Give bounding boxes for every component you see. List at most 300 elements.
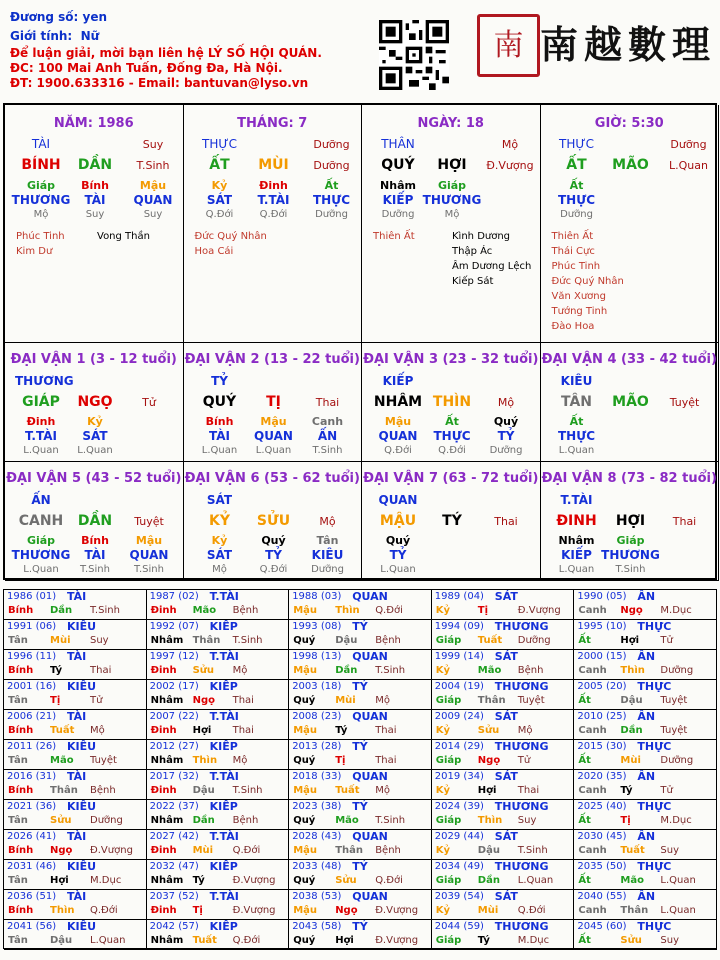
year-label: 2018 (33) <box>292 771 342 782</box>
year-label: 2007 (22) <box>149 711 199 722</box>
year-ten-god: TÀI <box>67 890 87 903</box>
year-life-stage: Đ.Vượng <box>517 605 561 616</box>
year-life-stage: Đ.Vượng <box>232 905 276 916</box>
year-branch: Tý <box>335 725 348 736</box>
dai-van-title: ĐẠI VẬN 8 (73 - 82 tuổi) <box>541 471 717 486</box>
year-label: 2015 (30) <box>577 741 627 752</box>
seal-logo: 南 <box>477 14 540 77</box>
year-stem: Mậu <box>293 785 318 796</box>
year-life-stage: L.Quan <box>660 905 696 916</box>
year-life-stage: Q.Đới <box>375 875 403 886</box>
year-ten-god: TÀI <box>67 770 87 783</box>
year-cell <box>147 710 290 740</box>
hidden-stem: Mậu <box>139 179 167 192</box>
year-life-stage: Tử <box>517 755 531 766</box>
year-cell <box>432 620 575 650</box>
auxiliary-star: Thiên Ất <box>373 231 415 242</box>
year-branch: Tị <box>50 695 61 706</box>
year-branch: Ngọ <box>620 605 643 616</box>
year-cell <box>147 590 290 620</box>
year-branch: Ngọ <box>477 755 501 766</box>
year-ten-god: QUAN <box>352 770 388 783</box>
hidden-stem: Tân <box>316 534 339 547</box>
year-cell <box>574 860 717 890</box>
hidden-life-stage: Dưỡng <box>315 209 348 220</box>
year-cell <box>4 770 147 800</box>
year-life-stage: Bệnh <box>375 635 401 646</box>
year-ten-god: SÁT <box>494 710 518 723</box>
year-branch: Thân <box>50 785 78 796</box>
year-cell <box>432 920 575 950</box>
life-stage: Mộ <box>319 515 336 528</box>
year-label: 2014 (29) <box>434 741 484 752</box>
hidden-life-stage: L.Quan <box>77 445 113 456</box>
year-label: 1987 (02) <box>149 591 199 602</box>
year-life-stage: Bệnh <box>517 665 544 676</box>
year-cell <box>4 860 147 890</box>
hidden-life-stage: Mộ <box>444 209 460 220</box>
hidden-ten-god: QUAN <box>129 548 169 562</box>
year-cell <box>147 830 290 860</box>
hidden-ten-god: T.TÀI <box>257 193 290 207</box>
dai-van-ten-god: ẤN <box>31 493 51 507</box>
year-label: 1998 (13) <box>292 651 342 662</box>
year-life-stage: T.Sinh <box>232 635 263 646</box>
dai-van-title: ĐẠI VẬN 2 (13 - 22 tuổi) <box>184 352 360 367</box>
hidden-ten-god: SÁT <box>206 193 233 207</box>
hidden-stem: Đinh <box>26 415 56 428</box>
dai-van-ten-god: T.TÀI <box>560 493 593 507</box>
year-ten-god: QUAN <box>352 830 388 843</box>
dai-van-ten-god: TỶ <box>211 374 228 388</box>
year-branch: Tị <box>335 755 346 766</box>
year-label: 1986 (01) <box>7 591 57 602</box>
year-ten-god: THƯƠNG <box>494 860 549 873</box>
year-label: 1995 (10) <box>577 621 627 632</box>
hidden-ten-god: QUAN <box>378 429 418 443</box>
year-stem: Ất <box>578 935 591 946</box>
pillar-title: NĂM: 1986 <box>53 116 134 131</box>
ten-god-label: TÀI <box>31 137 51 151</box>
year-stem: Kỷ <box>435 785 451 796</box>
hidden-life-stage: Dưỡng <box>560 209 593 220</box>
year-life-stage: Bệnh <box>232 815 259 826</box>
heavenly-stem: GIÁP <box>22 394 60 410</box>
hidden-stem: Bính <box>81 534 109 547</box>
year-label: 2033 (48) <box>292 861 342 872</box>
year-ten-god: ẤN <box>637 710 656 723</box>
year-stem: Đinh <box>150 605 177 616</box>
year-cell <box>432 650 575 680</box>
year-branch: Sửu <box>50 815 72 826</box>
year-cell <box>574 590 717 620</box>
hidden-life-stage: Dưỡng <box>489 445 523 456</box>
year-branch: Dậu <box>335 635 358 646</box>
year-stem: Quý <box>293 695 316 706</box>
hidden-ten-god: SÁT <box>206 548 233 562</box>
year-life-stage: Bệnh <box>375 845 401 856</box>
year-cell <box>574 890 717 920</box>
year-stem: Bính <box>8 725 34 736</box>
header-info <box>10 8 322 91</box>
year-branch: Mùi <box>192 845 214 856</box>
hidden-stem: Bính <box>205 415 234 428</box>
year-ten-god: QUAN <box>352 890 388 903</box>
year-ten-god: T.TÀI <box>209 650 239 663</box>
year-life-stage: Tử <box>660 785 673 796</box>
hidden-stem: Ất <box>324 179 339 192</box>
year-label: 2034 (49) <box>434 861 484 872</box>
year-branch: Tị <box>620 815 631 826</box>
hidden-ten-god: ẤN <box>317 429 338 443</box>
hidden-ten-god: KIẾP <box>561 548 592 562</box>
year-ten-god: T.TÀI <box>209 770 239 783</box>
life-stage: Thai <box>315 396 340 409</box>
year-branch: Dần <box>620 725 643 736</box>
year-stem: Giáp <box>435 635 462 646</box>
year-cell <box>574 740 717 770</box>
year-branch: Sửu <box>192 665 215 676</box>
year-stem: Đinh <box>150 665 177 676</box>
year-stem: Quý <box>293 815 316 826</box>
year-cell <box>147 920 290 950</box>
year-ten-god: ẤN <box>637 890 656 903</box>
year-branch: Mão <box>50 755 74 766</box>
year-branch: Tuất <box>50 725 75 736</box>
hidden-ten-god: TỶ <box>389 548 407 562</box>
year-stem: Quý <box>293 635 316 646</box>
year-cell <box>4 680 147 710</box>
year-cell <box>147 770 290 800</box>
year-label: 2006 (21) <box>7 711 57 722</box>
hidden-stem: Kỷ <box>211 534 228 547</box>
auxiliary-star: Kình Dương <box>452 231 511 242</box>
year-label: 2031 (46) <box>7 861 57 872</box>
auxiliary-star: Thái Cực <box>551 246 595 257</box>
year-branch: Thân <box>192 635 221 646</box>
year-branch: Dậu <box>620 695 643 706</box>
year-label: 2045 (60) <box>577 921 627 932</box>
hidden-stem: Nhâm <box>558 534 595 547</box>
year-life-stage: Mộ <box>375 695 390 706</box>
year-stem: Canh <box>578 605 607 616</box>
dai-van-cell <box>541 462 720 581</box>
dai-van-title: ĐẠI VẬN 6 (53 - 62 tuổi) <box>184 471 360 486</box>
heavenly-stem: TÂN <box>560 394 592 410</box>
year-life-stage: Mộ <box>90 725 105 736</box>
year-label: 2004 (19) <box>434 681 484 692</box>
year-branch: Dần <box>50 605 73 616</box>
year-ten-god: TÀI <box>67 710 87 723</box>
hidden-ten-god: TÀI <box>208 429 230 443</box>
year-stem: Ất <box>578 755 591 766</box>
year-stem: Canh <box>578 905 607 916</box>
year-stem: Tân <box>8 935 28 946</box>
dai-van-ten-god: KIẾP <box>382 374 414 388</box>
year-stem: Bính <box>8 785 34 796</box>
year-label: 2022 (37) <box>149 801 199 812</box>
life-stage: Dưỡng <box>670 138 707 151</box>
year-label: 2030 (45) <box>577 831 627 842</box>
year-life-stage: Thai <box>90 665 112 676</box>
auxiliary-star: Vong Thần <box>97 231 150 242</box>
hidden-life-stage: L.Quan <box>201 445 238 456</box>
year-ten-god: TỶ <box>352 620 368 633</box>
hidden-ten-god: KIẾP <box>382 193 414 207</box>
heavenly-stem: ẤT <box>209 157 230 173</box>
year-label: 2029 (44) <box>434 831 484 842</box>
year-branch: Hợi <box>620 635 640 646</box>
year-cell <box>574 710 717 740</box>
year-branch: Sửu <box>620 935 642 946</box>
year-branch: Tị <box>192 905 203 916</box>
pillars-grid <box>3 103 717 580</box>
hidden-ten-god: QUAN <box>254 429 293 443</box>
year-cell <box>289 920 432 950</box>
hidden-stem: Mậu <box>384 415 412 428</box>
year-cell <box>4 650 147 680</box>
year-life-stage: M.Dục <box>517 935 550 946</box>
year-stem: Tân <box>8 635 28 646</box>
hidden-stem: Quý <box>385 534 411 547</box>
life-stage: Dưỡng <box>313 159 350 172</box>
hidden-life-stage: Q.Đới <box>438 445 466 456</box>
year-branch: Tý <box>620 785 633 796</box>
pillar-cell <box>362 105 541 343</box>
year-branch: Thìn <box>192 755 218 766</box>
hidden-ten-god: QUAN <box>133 193 173 207</box>
year-cell <box>289 680 432 710</box>
year-stem: Canh <box>578 665 607 676</box>
earthly-branch: DẦN <box>77 157 113 173</box>
year-branch: Tuất <box>620 845 645 856</box>
auxiliary-star: Phúc Tinh <box>16 231 65 242</box>
auxiliary-star: Kim Dư <box>16 246 53 257</box>
heavenly-stem: KỶ <box>209 513 230 529</box>
year-cell <box>432 710 575 740</box>
year-ten-god: KIẾP <box>209 860 238 873</box>
year-ten-god: TỶ <box>352 920 368 933</box>
year-stem: Ất <box>578 635 591 646</box>
year-life-stage: Dưỡng <box>660 665 694 676</box>
hidden-ten-god: THƯƠNG <box>422 193 482 207</box>
year-branch: Thìn <box>620 665 645 676</box>
year-cell <box>289 830 432 860</box>
year-life-stage: Thai <box>232 725 254 736</box>
pillar-title: THÁNG: 7 <box>237 116 308 131</box>
hidden-life-stage: Q.Đới <box>205 209 234 220</box>
year-label: 2036 (51) <box>7 891 57 902</box>
hidden-life-stage: Q.Đới <box>259 209 288 220</box>
hidden-life-stage: Suy <box>85 209 105 220</box>
year-label: 2016 (31) <box>7 771 57 782</box>
year-cell <box>4 710 147 740</box>
dai-van-cell <box>5 462 184 581</box>
earthly-branch: HỢI <box>437 157 467 173</box>
ten-god-label: THỰC <box>558 137 595 151</box>
year-ten-god: KIẾP <box>209 740 238 753</box>
brand-title: 南越數理 <box>540 22 717 67</box>
year-label: 1992 (07) <box>149 621 199 632</box>
hidden-life-stage: T.Sinh <box>615 564 646 575</box>
year-ten-god: KIÊU <box>67 800 97 813</box>
hidden-life-stage: Q.Đới <box>384 445 412 456</box>
year-life-stage: T.Sinh <box>232 785 263 796</box>
year-label: 1988 (03) <box>292 591 342 602</box>
dai-van-ten-god: SÁT <box>206 493 233 507</box>
dai-van-title: ĐẠI VẬN 5 (43 - 52 tuổi) <box>6 471 182 486</box>
year-cell <box>574 620 717 650</box>
earthly-branch: MÙI <box>258 157 289 173</box>
year-cell <box>432 590 575 620</box>
year-ten-god: THƯƠNG <box>494 620 549 633</box>
year-label: 2003 (18) <box>292 681 342 692</box>
year-ten-god: TÀI <box>67 830 87 843</box>
year-branch: Tuất <box>335 785 360 796</box>
year-ten-god: TÀI <box>67 650 87 663</box>
year-life-stage: L.Quan <box>660 875 696 886</box>
life-stage: Dưỡng <box>313 138 350 151</box>
hidden-stem: Giáp <box>437 179 467 192</box>
year-stem: Bính <box>8 905 34 916</box>
year-cell <box>289 620 432 650</box>
hidden-life-stage: T.Sinh <box>134 564 164 575</box>
year-label: 1993 (08) <box>292 621 342 632</box>
year-label: 2043 (58) <box>292 921 342 932</box>
year-ten-god: TỶ <box>352 800 368 813</box>
year-stem: Giáp <box>435 695 462 706</box>
year-cell <box>432 740 575 770</box>
year-branch: Dậu <box>477 845 500 856</box>
year-ten-god: THỰC <box>637 920 672 933</box>
heavenly-stem: ĐINH <box>556 513 597 529</box>
hidden-stem: Kỷ <box>87 415 103 428</box>
year-label: 2019 (34) <box>434 771 484 782</box>
year-cell <box>574 650 717 680</box>
year-ten-god: ẤN <box>637 590 656 603</box>
year-life-stage: M.Dục <box>660 605 692 616</box>
year-life-stage: L.Quan <box>517 875 554 886</box>
year-branch: Mùi <box>50 635 71 646</box>
year-branch: Mão <box>192 605 217 616</box>
year-label: 2012 (27) <box>149 741 199 752</box>
year-life-stage: Thai <box>517 785 540 796</box>
year-branch: Dậu <box>50 935 73 946</box>
auxiliary-star: Đức Quý Nhân <box>551 276 624 287</box>
life-stage: Tử <box>142 396 156 409</box>
hidden-ten-god: TỶ <box>265 548 282 562</box>
dai-van-cell <box>362 462 541 581</box>
year-label: 2041 (56) <box>7 921 57 932</box>
dai-van-cell <box>541 343 720 462</box>
year-life-stage: Thai <box>375 725 397 736</box>
pillar-title: GIỜ: 5:30 <box>594 116 664 131</box>
year-label: 1999 (14) <box>434 651 484 662</box>
dai-van-title: ĐẠI VẬN 3 (23 - 32 tuổi) <box>363 352 539 367</box>
year-cell <box>289 650 432 680</box>
year-ten-god: THƯƠNG <box>494 740 549 753</box>
life-stage: Thai <box>494 515 518 528</box>
year-ten-god: T.TÀI <box>209 590 239 603</box>
year-cell <box>289 890 432 920</box>
qr-code-icon <box>379 20 449 90</box>
year-ten-god: TỶ <box>352 740 368 753</box>
life-stage: T.Sinh <box>136 159 170 172</box>
year-stem: Bính <box>8 605 34 616</box>
year-life-stage: L.Quan <box>90 935 126 946</box>
year-branch: Sửu <box>477 725 500 736</box>
earthly-branch: MÃO <box>612 157 649 173</box>
year-branch: Mùi <box>335 695 356 706</box>
year-cell <box>4 800 147 830</box>
year-branch: Mão <box>335 815 359 826</box>
year-cell <box>147 800 290 830</box>
year-label: 2035 (50) <box>577 861 627 872</box>
year-stem: Nhâm <box>150 815 184 826</box>
year-ten-god: SÁT <box>494 650 518 663</box>
year-branch: Dần <box>477 875 500 886</box>
year-label: 2042 (57) <box>149 921 199 932</box>
year-cell <box>574 830 717 860</box>
year-ten-god: THỰC <box>637 620 672 633</box>
year-label: 1996 (11) <box>7 651 57 662</box>
heavenly-stem: CANH <box>18 513 64 529</box>
dai-van-ten-god: QUAN <box>378 493 418 507</box>
year-label: 1989 (04) <box>434 591 484 602</box>
phone-email-line: ĐT: 1900.633316 - Email: bantuvan@lyso.vn <box>10 76 309 90</box>
year-label: 2009 (24) <box>434 711 484 722</box>
earthly-branch: MÃO <box>612 394 649 410</box>
year-ten-god: ẤN <box>637 770 656 783</box>
year-label: 1994 (09) <box>434 621 484 632</box>
year-cell <box>289 590 432 620</box>
year-label: 2001 (16) <box>7 681 57 692</box>
auxiliary-star: Tướng Tinh <box>551 306 608 317</box>
year-label: 2023 (38) <box>292 801 342 812</box>
year-cell <box>574 800 717 830</box>
hidden-ten-god: THƯƠNG <box>11 548 71 562</box>
year-label: 2005 (20) <box>577 681 627 692</box>
year-life-stage: Mộ <box>375 785 390 796</box>
year-ten-god: KIÊU <box>67 860 97 873</box>
hidden-life-stage: L.Quan <box>255 445 292 456</box>
year-stem: Nhâm <box>150 695 184 706</box>
year-cell <box>289 740 432 770</box>
year-stem: Nhâm <box>150 875 184 886</box>
year-life-stage: Thai <box>232 695 254 706</box>
year-life-stage: Bệnh <box>232 605 259 616</box>
year-life-stage: Q.Đới <box>232 935 261 946</box>
hidden-stem: Kỷ <box>211 179 228 192</box>
year-ten-god: THỰC <box>637 860 672 873</box>
year-life-stage: Bệnh <box>90 785 116 796</box>
year-label: 2026 (41) <box>7 831 57 842</box>
hidden-ten-god: SÁT <box>82 429 108 443</box>
year-branch: Tị <box>477 605 489 616</box>
year-cell <box>432 890 575 920</box>
dai-van-title: ĐẠI VẬN 4 (33 - 42 tuổi) <box>541 352 717 367</box>
year-branch: Tuất <box>192 935 217 946</box>
year-label: 2028 (43) <box>292 831 342 842</box>
hidden-stem: Giáp <box>26 534 56 547</box>
year-branch: Thân <box>477 695 506 706</box>
auxiliary-star: Kiếp Sát <box>452 276 494 287</box>
year-stem: Tân <box>8 815 28 826</box>
year-life-stage: Mộ <box>232 755 248 766</box>
year-branch: Dần <box>335 665 358 676</box>
year-life-stage: Tuyệt <box>517 695 545 706</box>
year-life-stage: Đ.Vượng <box>90 845 133 856</box>
